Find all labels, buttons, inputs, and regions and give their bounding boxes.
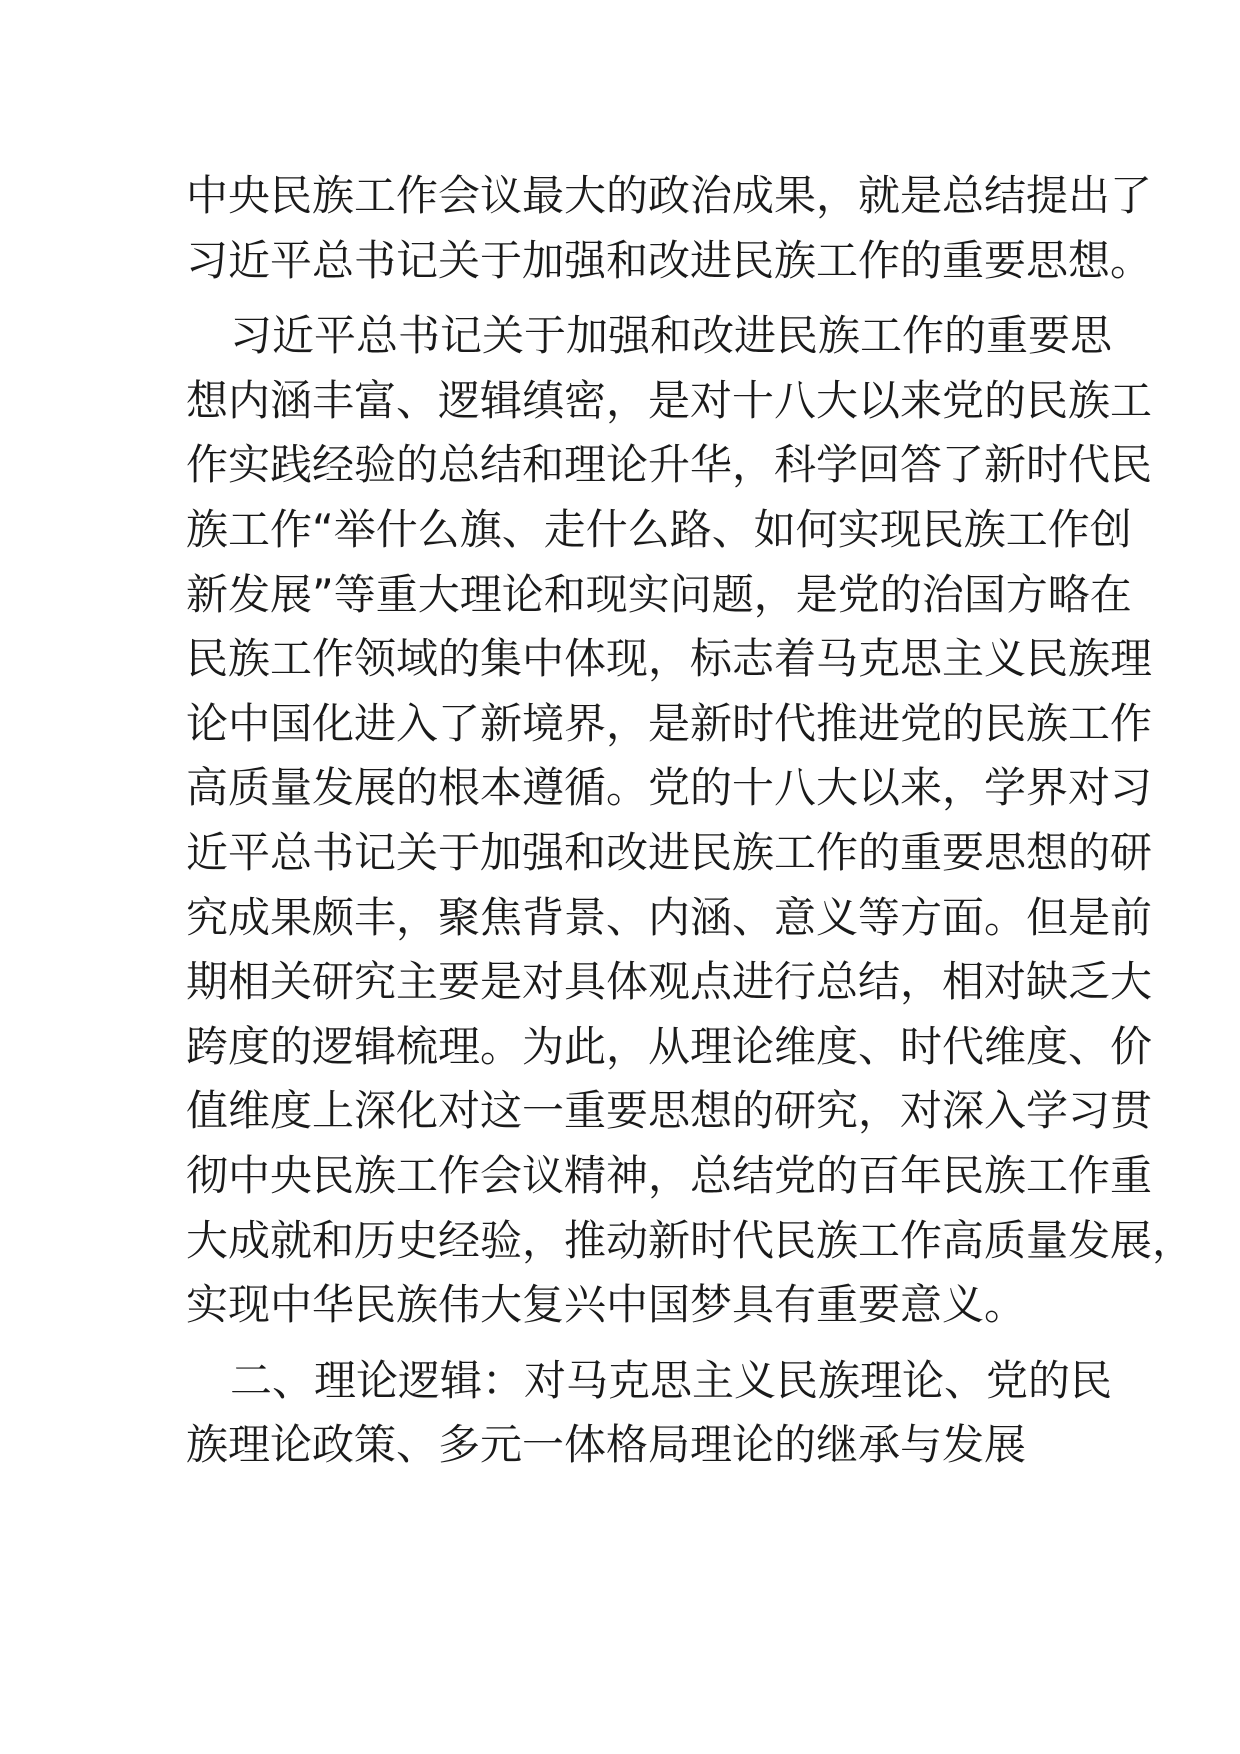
text-line: 中央民族工作会议最大的政治成果，就是总结提出了 xyxy=(186,171,1153,220)
text-line: 高质量发展的根本遵循。党的十八大以来，学界对习 xyxy=(186,763,1153,813)
text-line: 民族工作领域的集中体现，标志着马克思主义民族理 xyxy=(186,634,1153,684)
paragraph-main xyxy=(186,304,1195,1338)
section-heading xyxy=(186,1349,1113,1478)
heading-line: 二、理论逻辑：对马克思主义民族理论、党的民 xyxy=(230,1355,1113,1405)
text-line: 彻中央民族工作会议精神，总结党的百年民族工作重 xyxy=(186,1150,1153,1200)
text-line: 族工作“举什么旗、走什么路、如何实现民族工作创 xyxy=(186,504,1132,554)
text-line: 想内涵丰富、逻辑缜密，是对十八大以来党的民族工 xyxy=(186,375,1153,425)
text-line: 大成就和历史经验，推动新时代民族工作高质量发展， xyxy=(186,1215,1195,1265)
text-line: 究成果颇丰，聚焦背景、内涵、意义等方面。但是前 xyxy=(186,892,1153,942)
text-line: 近平总书记关于加强和改进民族工作的重要思想的研 xyxy=(186,827,1153,877)
heading-line: 族理论政策、多元一体格局理论的继承与发展 xyxy=(186,1420,1027,1470)
text-line: 新发展”等重大理论和现实问题，是党的治国方略在 xyxy=(186,569,1132,619)
text-line: 期相关研究主要是对具体观点进行总结，相对缺乏大 xyxy=(186,957,1153,1007)
document-body xyxy=(186,164,1195,1478)
text-line: 习近平总书记关于加强和改进民族工作的重要思 xyxy=(230,311,1113,361)
text-line: 论中国化进入了新境界，是新时代推进党的民族工作 xyxy=(186,698,1153,748)
text-line: 习近平总书记关于加强和改进民族工作的重要思想。 xyxy=(186,235,1153,285)
text-line: 值维度上深化对这一重要思想的研究，对深入学习贯 xyxy=(186,1086,1153,1136)
paragraph-intro xyxy=(186,164,1153,293)
text-line: 实现中华民族伟大复兴中国梦具有重要意义。 xyxy=(186,1280,1027,1330)
text-line: 作实践经验的总结和理论升华，科学回答了新时代民 xyxy=(186,440,1153,490)
text-line: 跨度的逻辑梳理。为此，从理论维度、时代维度、价 xyxy=(186,1021,1153,1071)
